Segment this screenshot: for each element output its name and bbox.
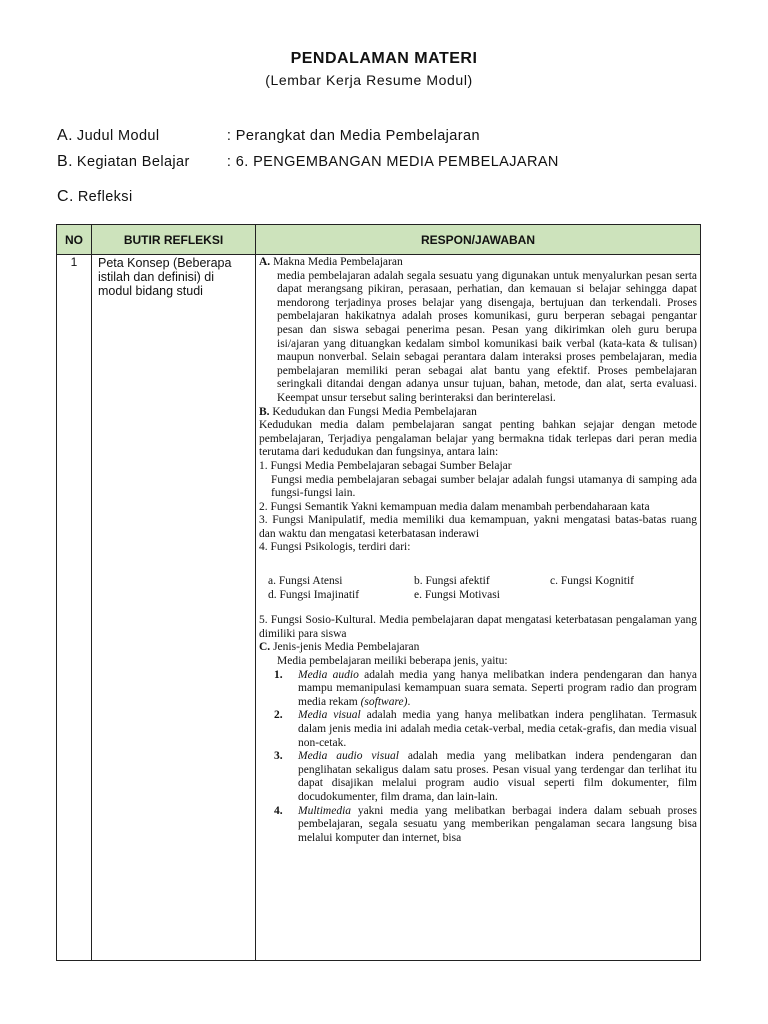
info-label: Refleksi — [77, 189, 133, 205]
section-b-body: Kedudukan media dalam pembelajaran sangat penting bahkan sejajar dengan metode pembelajaran, Terjadiya pengalaman belajar yang bermakna tidak terlepas dari peran media terutama dari kedudukan dan fungsinya, antara lain: — [259, 419, 697, 459]
list-item: 2. Media visual adalah media yang hanya melibatkan indera penglihatan. Termasuk dalam jenis media ini adalah media cetak-verbal, media cetak-grafis, dan media visual non-cetak. — [274, 709, 697, 749]
function-4: 4. Fungsi Psikologis, terdiri dari: — [259, 541, 411, 554]
row-response — [256, 255, 701, 961]
psy-item: d. Fungsi Imajinatif — [268, 588, 360, 601]
function-3: 3. Fungsi Manipulatif, media memiliki dua kemampuan, yakni mengatasi batas-batas ruang dan waktu dan mengatasi keterbatasan inderawi — [259, 514, 697, 540]
section-a-heading: A. Makna Media Pembelajaran — [259, 256, 403, 268]
header-respon: RESPON/JAWABAN — [256, 225, 701, 255]
function-5: 5. Fungsi Sosio-Kultural. Media pembelajaran dapat mengatasi keterbatasan pengalaman yang dimiliki para siswa — [259, 614, 697, 640]
info-letter: C. — [57, 188, 74, 205]
header-butir: BUTIR REFLEKSI — [92, 225, 256, 255]
info-letter: B. — [57, 153, 73, 170]
info-row-module-title — [57, 127, 480, 145]
page-subtitle: (Lembar Kerja Resume Modul) — [265, 72, 473, 88]
psychology-functions — [259, 575, 697, 602]
spacer — [259, 602, 697, 614]
list-item: 3. Media audio visual adalah media yang melibatkan indera pendengaran dan penglihatan sekaligus dalam satu proses. Pesan visual yang terdengar dan terlihat itu dapat disajikan melalui program audio visual seperti film dokumenter, film docudokumenter, film drama, dan lain-lain. — [274, 750, 698, 803]
list-item: 4. Multimedia yakni media yang melibatkan berbagai indera dalam sebuah proses pembelajaran, segala sesuatu yang memberikan pengalaman secara langsung bisa melalui komputer dan internet, bisa — [274, 804, 697, 844]
function-2: 2. Fungsi Semantik Yakni kemampuan media dalam menambah perbendaharaan kata — [259, 500, 650, 513]
info-label: Kegiatan Belajar — [76, 154, 190, 170]
reflection-table — [56, 224, 701, 961]
psy-item: e. Fungsi Motivasi — [414, 588, 500, 601]
info-row-reflection — [57, 188, 133, 206]
section-b-heading: B. Kedudukan dan Fungsi Media Pembelajaran — [259, 405, 477, 418]
section-c-intro: Media pembelajaran meiliki beberapa jenis, yaitu: — [277, 655, 508, 668]
function-1-body: Fungsi media pembelajaran sebagai sumber belajar adalah fungsi utamanya di samping ada fungsi-fungsi lain. — [271, 473, 697, 500]
psy-item: c. Fungsi Kognitif — [550, 575, 635, 588]
section-a-body: media pembelajaran adalah segala sesuatu yang digunakan untuk menyalurkan pesan serta dapat merangsang pikiran, perasaan, perhatian, dan kemauan si belajar sehingga dapat mendorong terjadinya proses belajar yang disengaja, bertujuan dan terkendali. Proses pembelajaran hakikatnya adalah proses komunikasi, guru berperan sebagai pengantar pesan dan siswa sebagai penerima pesan. Pesan yang dikirimkan oleh guru berupa isi/ajaran yang dituangkan kedalam simbol komunikasi baik verbal (kata-kata & tulisan) maupun nonverbal. Selain sebagai perantara dalam interaksi proses pembelajaran, media pembelajaran memiliki peran sebagai alat bantu yang efektif. Proses pembelajaran seringkali ditandai dengan adanya unsur tujuan, bahan, metode, dan alat, serta evaluasi. Keempat unsur tersebut saling berinteraksi dan berinterelasi. — [277, 269, 697, 404]
table-row — [57, 255, 701, 961]
page-title: PENDALAMAN MATERI — [290, 50, 478, 67]
list-item: 1. Media audio adalah media yang hanya melibatkan indera pendengaran dan hanya mampu memanipulasi kemampuan suara semata. Seperti program radio dan program media rekam (software). — [274, 668, 698, 708]
psy-item: b. Fungsi afektif — [414, 575, 490, 588]
info-row-learning-activity — [57, 153, 559, 171]
info-value: : Perangkat dan Media Pembelajaran — [226, 128, 480, 144]
row-butir: Peta Konsep (Beberapa istilah dan definisi) di modul bidang studi — [92, 255, 256, 961]
row-number: 1 — [57, 255, 92, 961]
media-types-list — [259, 669, 697, 846]
info-label: Judul Modul — [76, 128, 160, 144]
table-header-row — [57, 225, 701, 255]
section-c-heading: C. Jenis-jenis Media Pembelajaran — [259, 641, 420, 654]
response-content — [256, 255, 700, 960]
psy-item: a. Fungsi Atensi — [268, 575, 343, 588]
function-1: 1. Fungsi Media Pembelajaran sebagai Sumber Belajar — [259, 459, 512, 472]
info-letter: A. — [57, 127, 73, 144]
spacer — [259, 555, 697, 575]
header-no: NO — [57, 225, 92, 255]
info-value: : 6. PENGEMBANGAN MEDIA PEMBELAJARAN — [226, 154, 559, 170]
